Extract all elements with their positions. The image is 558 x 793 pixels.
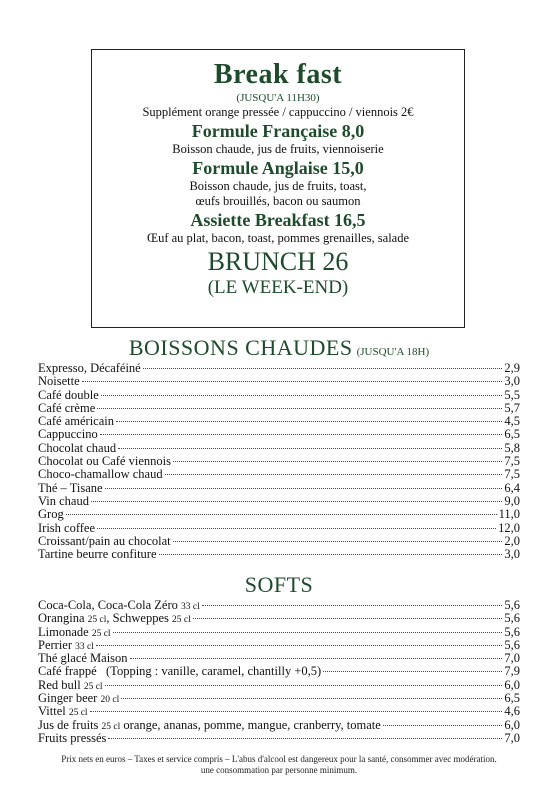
soft-drink-row [38, 692, 520, 705]
footer [0, 754, 558, 776]
item-name [38, 548, 157, 561]
dot-leader [113, 632, 503, 633]
item-name [38, 428, 98, 441]
item-price: 6,0 [504, 677, 520, 692]
dot-leader [105, 685, 503, 686]
breakfast-title: Break fast [213, 59, 343, 90]
hot-drink-row [38, 455, 520, 468]
item-label: Grog [38, 507, 64, 522]
hot-drink-row [38, 375, 520, 388]
hot-drink-row [38, 415, 520, 428]
soft-drink-row [38, 679, 520, 692]
item-label: Red bull [38, 677, 81, 692]
item-volume: 25 cl [91, 628, 111, 639]
dot-leader [121, 698, 502, 699]
item-price: 7,5 [504, 467, 520, 482]
formule-francaise-title: Formule Française 8,0 [191, 121, 365, 141]
hot-drink-row [38, 389, 520, 402]
item-price: 6,0 [504, 717, 520, 732]
hot-drink-row [38, 548, 520, 561]
item-label-extra: orange, ananas, pomme, mangue, cranberry, tomate [120, 717, 381, 732]
item-volume: 25 cl [101, 721, 121, 732]
hot-drink-row [38, 522, 520, 535]
item-label: Café double [38, 387, 99, 402]
item-name [38, 468, 163, 481]
formule-anglaise-desc-2: œufs brouillés, bacon ou saumon [195, 194, 361, 208]
item-price: 6,5 [504, 691, 520, 706]
dot-leader [193, 618, 503, 619]
soft-drink-row [38, 719, 520, 732]
item-price: 7,0 [504, 651, 520, 666]
item-volume: 20 cl [100, 695, 120, 706]
item-label: Thé glacé Maison [38, 651, 128, 666]
item-price: 5,6 [504, 611, 520, 626]
footer-line-2: une consommation par personne minimum. [200, 765, 358, 775]
item-label: Limonade [38, 624, 89, 639]
dot-leader [101, 395, 503, 396]
soft-drink-row [38, 665, 520, 678]
hot-drink-row [38, 428, 520, 441]
item-label: Jus de fruits [38, 717, 99, 732]
dot-leader [130, 658, 503, 659]
item-name [38, 482, 103, 495]
item-price: 7,5 [504, 454, 520, 469]
footer-line-1: Prix nets en euros – Taxes et service compris – L'abus d'alcool est dangereux pour la santé, consommer avec modération. [61, 754, 497, 764]
item-price: 5,6 [504, 598, 520, 612]
item-name [38, 402, 95, 415]
item-label: Chocolat ou Café viennois [38, 454, 171, 469]
hot-drink-row [38, 442, 520, 455]
hot-drinks-list [38, 362, 520, 561]
item-label: Noisette [38, 374, 80, 389]
dot-leader [323, 671, 502, 672]
item-label: Thé – Tisane [38, 480, 103, 495]
dot-leader [202, 605, 503, 606]
formule-francaise-desc: Boisson chaude, jus de fruits, viennoiserie [172, 142, 384, 156]
dot-leader [383, 725, 503, 726]
dot-leader [173, 461, 502, 462]
item-label: Expresso, Décaféiné [38, 361, 141, 375]
formule-anglaise-desc-1: Boisson chaude, jus de fruits, toast, [189, 179, 367, 193]
brunch-title: BRUNCH 26 [207, 247, 349, 276]
softs-title: SOFTS [244, 572, 314, 597]
item-price: 4,5 [504, 414, 520, 429]
dot-leader [159, 554, 503, 555]
item-label: Irish coffee [38, 520, 96, 535]
hot-drinks-heading [0, 335, 558, 361]
hot-drink-row [38, 468, 520, 481]
item-price: 7,9 [504, 664, 520, 679]
item-label: Café crème [38, 400, 96, 415]
dot-leader [165, 474, 503, 475]
item-name [38, 375, 80, 388]
soft-drink-row [38, 599, 520, 612]
item-price: 2,0 [504, 533, 520, 548]
hot-drink-row [38, 402, 520, 415]
dot-leader [118, 448, 502, 449]
item-label: Vittel [38, 704, 66, 719]
soft-drink-row [38, 652, 520, 665]
dot-leader [66, 514, 497, 515]
item-label: Ginger beer [38, 691, 98, 706]
item-volume: 25 cl [68, 708, 88, 719]
dot-leader [96, 645, 503, 646]
breakfast-hours: (JUSQU'A 11H30) [236, 92, 320, 104]
item-name [38, 652, 128, 665]
item-price: 7,0 [504, 730, 520, 745]
dot-leader [90, 711, 503, 712]
item-name [38, 455, 171, 468]
dot-leader [143, 368, 503, 369]
item-volume-extra: 25 cl [172, 615, 191, 626]
brunch-weekend: (LE WEEK-END) [207, 277, 349, 298]
item-name [38, 535, 171, 548]
item-label: Coca-Cola, Coca-Cola Zéro [38, 598, 178, 612]
item-price: 11,0 [498, 507, 520, 522]
item-label: Vin chaud [38, 493, 89, 508]
item-price: 5,7 [504, 400, 520, 415]
item-price: 5,6 [504, 637, 520, 652]
soft-drink-row [38, 626, 520, 639]
hot-drink-row [38, 362, 520, 375]
item-price: 2,9 [504, 361, 520, 375]
item-price: 6,4 [504, 480, 520, 495]
dot-leader [108, 738, 502, 739]
assiette-breakfast-desc: Œuf au plat, bacon, toast, pommes grenailles, salade [146, 231, 410, 245]
dot-leader [105, 488, 503, 489]
dot-leader [91, 501, 502, 502]
softs-list [38, 599, 520, 745]
dot-leader [173, 541, 503, 542]
item-label: Perrier [38, 637, 73, 652]
item-price: 3,0 [504, 547, 520, 562]
dot-leader [97, 408, 502, 409]
item-price: 6,5 [504, 427, 520, 442]
item-label: Cappuccino [38, 427, 98, 442]
item-label: Tartine beurre confiture [38, 547, 157, 562]
hot-drink-row [38, 495, 520, 508]
item-name [38, 665, 321, 678]
item-name [38, 362, 141, 375]
assiette-breakfast-title: Assiette Breakfast 16,5 [190, 210, 366, 230]
softs-heading [0, 572, 558, 598]
formule-anglaise-title: Formule Anglaise 15,0 [192, 158, 364, 178]
item-name [38, 442, 116, 455]
hot-drinks-title: BOISSONS CHAUDES [128, 335, 353, 360]
item-name [38, 508, 64, 521]
item-label: Fruits pressés [38, 730, 107, 745]
hot-drink-row [38, 482, 520, 495]
item-label: Choco-chamallow chaud [38, 467, 163, 482]
item-name [38, 522, 95, 535]
item-volume: 33 cl [181, 602, 200, 612]
item-name [38, 495, 89, 508]
item-label-extra: , Schweppes [106, 611, 169, 626]
soft-drink-row [38, 612, 520, 625]
item-name [38, 389, 99, 402]
item-price: 3,0 [504, 374, 520, 389]
item-name [38, 732, 106, 745]
item-price: 5,5 [504, 387, 520, 402]
item-label: Orangina [38, 611, 85, 626]
item-volume: 25 cl [83, 681, 103, 692]
hot-drink-row [38, 535, 520, 548]
item-price: 5,8 [504, 440, 520, 455]
item-price: 5,6 [504, 624, 520, 639]
item-price: 4,6 [504, 704, 520, 719]
hot-drink-row [38, 508, 520, 521]
item-volume: 25 cl [87, 615, 107, 626]
item-volume: 33 cl [75, 641, 94, 652]
item-name [38, 415, 114, 428]
item-label: Café américain [38, 414, 114, 429]
item-label: Chocolat chaud [38, 440, 117, 455]
dot-leader [100, 434, 503, 435]
item-price: 12,0 [498, 520, 520, 535]
breakfast-supplement: Supplément orange pressée / cappuccino / viennois 2€ [142, 105, 414, 119]
item-label: Croissant/pain au chocolat [38, 533, 171, 548]
item-label: Café frappé (Topping : vanille, caramel, chantilly +0,5) [38, 664, 322, 679]
dot-leader [97, 528, 496, 529]
hot-drinks-hours: (JUSQU'A 18H) [356, 346, 430, 358]
dot-leader [82, 381, 503, 382]
breakfast-box [91, 49, 465, 328]
dot-leader [116, 421, 502, 422]
item-price: 9,0 [504, 493, 520, 508]
